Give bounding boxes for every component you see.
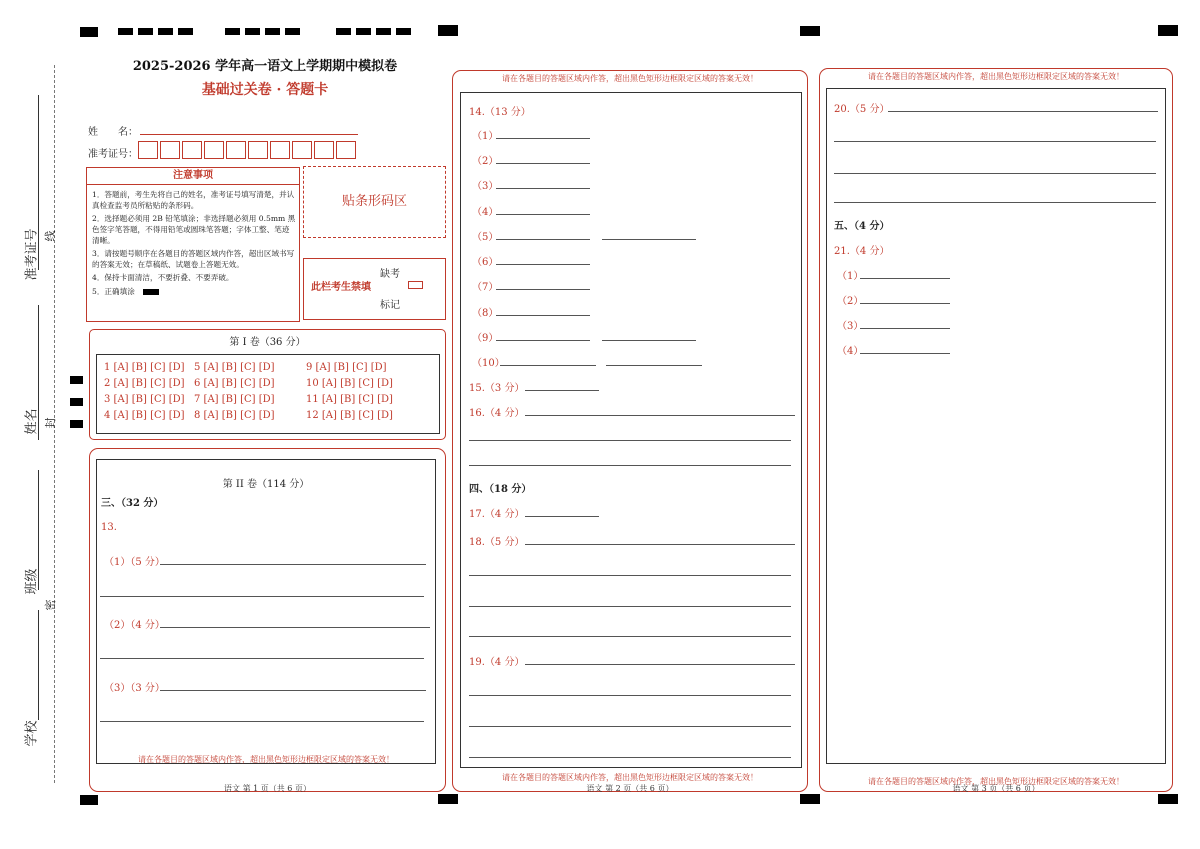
page-subtitle: 基础过关卷 · 答题卡 xyxy=(201,82,329,98)
timing-mark xyxy=(70,376,83,384)
q21-sub-label: （4） xyxy=(837,346,864,357)
q16-answer-line[interactable] xyxy=(525,415,795,416)
q21-sub-label: （2） xyxy=(837,296,864,307)
choice-row[interactable]: 12 [A] [B] [C] [D] xyxy=(306,410,393,421)
exam-id-cell[interactable] xyxy=(226,141,246,159)
exam-id-cell[interactable] xyxy=(204,141,224,159)
exam-id-cell[interactable] xyxy=(182,141,202,159)
choice-row[interactable]: 5 [A] [B] [C] [D] xyxy=(194,362,275,373)
q20-answer-line[interactable] xyxy=(834,173,1156,174)
choice-row[interactable]: 10 [A] [B] [C] [D] xyxy=(306,378,393,389)
q20-answer-line[interactable] xyxy=(888,111,1158,112)
timing-mark xyxy=(396,28,411,35)
q14-answer-line[interactable] xyxy=(496,188,590,189)
q14-sub-label: （10） xyxy=(472,358,505,369)
q16-answer-line[interactable] xyxy=(469,465,791,466)
q18-answer-line[interactable] xyxy=(525,544,795,545)
timing-mark xyxy=(285,28,300,35)
q18-label: 18.（5 分） xyxy=(469,537,525,548)
choice-row[interactable]: 4 [A] [B] [C] [D] xyxy=(104,410,185,421)
q18-answer-line[interactable] xyxy=(469,606,791,607)
timing-mark xyxy=(376,28,391,35)
timing-mark xyxy=(70,398,83,406)
exam-id-cell[interactable] xyxy=(248,141,268,159)
timing-mark xyxy=(438,794,458,804)
notice-item: 2．选择题必须用 2B 铅笔填涂；非选择题必须用 0.5mm 黑色签字笔答题，不得用铅笔或圆珠笔答题；字体工整、笔迹清晰。 xyxy=(92,214,296,245)
page3-footer: 语文 第 3 页（共 6 页） xyxy=(952,784,1040,793)
timing-mark xyxy=(118,28,133,35)
page3-answer-box xyxy=(826,88,1166,764)
q14-label: 14.（13 分） xyxy=(469,107,531,118)
choice-row[interactable]: 6 [A] [B] [C] [D] xyxy=(194,378,275,389)
q14-answer-line[interactable] xyxy=(602,340,696,341)
q19-answer-line[interactable] xyxy=(469,726,791,727)
q14-answer-line[interactable] xyxy=(500,365,596,366)
timing-mark xyxy=(800,26,820,36)
notice-item: 3．请按题号顺序在各题目的答题区域内作答，超出区域书写的答案无效；在草稿纸、试题卷上答题无效。 xyxy=(92,249,295,269)
q14-answer-line[interactable] xyxy=(496,214,590,215)
q15-answer-line[interactable] xyxy=(525,390,599,391)
timing-mark xyxy=(438,25,458,36)
q14-answer-line[interactable] xyxy=(602,239,696,240)
q14-sub-label: （8） xyxy=(472,308,499,319)
page2-footer: 语文 第 2 页（共 6 页） xyxy=(586,784,674,793)
q21-answer-line[interactable] xyxy=(860,278,950,279)
notice-list xyxy=(92,189,296,297)
q19-answer-line[interactable] xyxy=(525,664,795,665)
q16-label: 16.（4 分） xyxy=(469,408,525,419)
timing-mark xyxy=(158,28,173,35)
exam-id-cell[interactable] xyxy=(336,141,356,159)
q15-label: 15.（3 分） xyxy=(469,383,525,394)
q14-sub-label: （5） xyxy=(472,232,499,243)
absent-bubble[interactable] xyxy=(408,281,423,289)
q14-answer-line[interactable] xyxy=(496,239,590,240)
q13-2-answer-line[interactable] xyxy=(100,658,424,659)
absent-label: 此栏考生禁填 xyxy=(311,282,371,293)
notice-item-fill xyxy=(92,286,296,297)
q21-label: 21.（4 分） xyxy=(834,246,890,257)
choice-row[interactable]: 1 [A] [B] [C] [D] xyxy=(104,362,185,373)
timing-mark xyxy=(225,28,240,35)
binding-class-label: 班级 xyxy=(24,568,40,595)
q14-sub-label: （4） xyxy=(472,207,499,218)
choice-row[interactable]: 2 [A] [B] [C] [D] xyxy=(104,378,185,389)
q13-2-answer-line[interactable] xyxy=(160,627,430,628)
page2-warning-top: 请在各题目的答题区域内作答，超出黑色矩形边框限定区域的答案无效！ xyxy=(502,74,758,83)
q14-answer-line[interactable] xyxy=(496,138,590,139)
page2-warning-bottom: 请在各题目的答题区域内作答，超出黑色矩形边框限定区域的答案无效！ xyxy=(502,773,758,782)
q13-1-answer-line[interactable] xyxy=(100,596,424,597)
q19-answer-line[interactable] xyxy=(469,695,791,696)
exam-id-label: 准考证号： xyxy=(88,149,138,160)
choice-row[interactable]: 3 [A] [B] [C] [D] xyxy=(104,394,185,405)
exam-id-cell[interactable] xyxy=(292,141,312,159)
q13-1-answer-line[interactable] xyxy=(160,564,426,565)
filled-bubble-sample xyxy=(143,289,159,295)
q14-answer-line[interactable] xyxy=(496,340,590,341)
timing-mark xyxy=(245,28,260,35)
timing-mark xyxy=(336,28,351,35)
page3-warning-top: 请在各题目的答题区域内作答，超出黑色矩形边框限定区域的答案无效！ xyxy=(868,72,1124,81)
q21-sub-label: （1） xyxy=(837,271,864,282)
q14-answer-line[interactable] xyxy=(496,163,590,164)
q20-answer-line[interactable] xyxy=(834,202,1156,203)
timing-mark xyxy=(80,795,98,805)
q14-sub-label: （6） xyxy=(472,257,499,268)
binding-name-label: 姓名 xyxy=(24,408,40,435)
q13-1-label: （1）（5 分） xyxy=(104,557,165,568)
q13-3-answer-line[interactable] xyxy=(100,721,424,722)
q21-answer-line[interactable] xyxy=(860,328,950,329)
timing-mark xyxy=(1158,794,1178,804)
q16-answer-line[interactable] xyxy=(469,440,791,441)
q21-answer-line[interactable] xyxy=(860,303,950,304)
timing-mark xyxy=(800,794,820,804)
absent-mark-bottom: 标记 xyxy=(380,300,400,311)
notice-item: 1．答题前，考生先将自己的姓名，准考证号填写清楚，并认真检查监考员所粘贴的条形码。 xyxy=(92,190,295,210)
timing-mark xyxy=(1158,25,1178,36)
timing-mark xyxy=(138,28,153,35)
binding-id-label: 准考证号 xyxy=(24,228,40,281)
section3-heading: 三、（32 分） xyxy=(101,498,164,509)
notice-item: 5．正确填涂 xyxy=(92,287,135,296)
absent-mark-top: 缺考 xyxy=(380,269,400,280)
timing-mark xyxy=(80,27,98,37)
binding-mi-label: 密 xyxy=(44,599,57,611)
name-field[interactable] xyxy=(140,134,358,135)
q17-label: 17.（4 分） xyxy=(469,509,525,520)
q21-sub-label: （3） xyxy=(837,321,864,332)
q14-answer-line[interactable] xyxy=(496,315,590,316)
page1-footer: 语文 第 1 页（共 6 页） xyxy=(224,784,311,793)
timing-mark xyxy=(70,420,83,428)
q14-sub-label: （9） xyxy=(472,333,499,344)
q20-label: 20.（5 分） xyxy=(834,104,890,115)
timing-mark xyxy=(356,28,371,35)
q20-answer-line[interactable] xyxy=(834,141,1156,142)
q14-answer-line[interactable] xyxy=(606,365,702,366)
timing-mark xyxy=(178,28,193,35)
q14-sub-label: （2） xyxy=(472,156,499,167)
notice-title: 注意事项 xyxy=(86,168,300,185)
choice-row[interactable]: 7 [A] [B] [C] [D] xyxy=(194,394,275,405)
timing-mark xyxy=(265,28,280,35)
part1-title: 第 I 卷（36 分） xyxy=(229,337,306,348)
choice-row[interactable]: 9 [A] [B] [C] [D] xyxy=(306,362,387,373)
q13-3-label: （3）（3 分） xyxy=(104,683,165,694)
q19-answer-line[interactable] xyxy=(469,757,791,758)
exam-id-cell[interactable] xyxy=(138,141,158,159)
choice-row[interactable]: 8 [A] [B] [C] [D] xyxy=(194,410,275,421)
q14-sub-label: （1） xyxy=(472,131,499,142)
section5-heading: 五、（4 分） xyxy=(834,221,890,232)
q14-answer-line[interactable] xyxy=(496,264,590,265)
q17-answer-line[interactable] xyxy=(525,516,599,517)
q13-2-label: （2）（4 分） xyxy=(104,620,165,631)
q14-answer-line[interactable] xyxy=(496,289,590,290)
notice-item: 4．保持卡面清洁，不要折叠、不要弄破。 xyxy=(92,273,234,282)
page3-warning-bottom: 请在各题目的答题区域内作答，超出黑色矩形边框限定区域的答案无效！ xyxy=(868,777,1124,786)
choice-row[interactable]: 11 [A] [B] [C] [D] xyxy=(306,394,393,405)
part2-title: 第 II 卷（114 分） xyxy=(222,479,310,490)
q14-sub-label: （7） xyxy=(472,282,499,293)
q13-3-answer-line[interactable] xyxy=(160,690,426,691)
binding-feng-label: 封 xyxy=(44,417,57,429)
q13-label: 13. xyxy=(101,522,117,533)
q14-sub-label: （3） xyxy=(472,181,499,192)
q18-answer-line[interactable] xyxy=(469,636,791,637)
q21-answer-line[interactable] xyxy=(860,353,950,354)
exam-id-cell[interactable] xyxy=(270,141,290,159)
q18-answer-line[interactable] xyxy=(469,575,791,576)
page1-warning: 请在各题目的答题区域内作答，超出黑色矩形边框限定区域的答案无效！ xyxy=(138,755,394,764)
name-label: 姓 名： xyxy=(88,127,138,138)
binding-school-line xyxy=(38,610,39,720)
barcode-label: 贴条形码区 xyxy=(341,194,407,209)
binding-xian-label: 线 xyxy=(44,230,57,242)
q19-label: 19.（4 分） xyxy=(469,657,525,668)
page-title: 2025-2026 学年高一语文上学期期中模拟卷 xyxy=(132,59,398,74)
section4-heading: 四、（18 分） xyxy=(469,484,532,495)
binding-school-label: 学校 xyxy=(24,720,40,747)
exam-id-cell[interactable] xyxy=(314,141,334,159)
exam-id-cell[interactable] xyxy=(160,141,180,159)
